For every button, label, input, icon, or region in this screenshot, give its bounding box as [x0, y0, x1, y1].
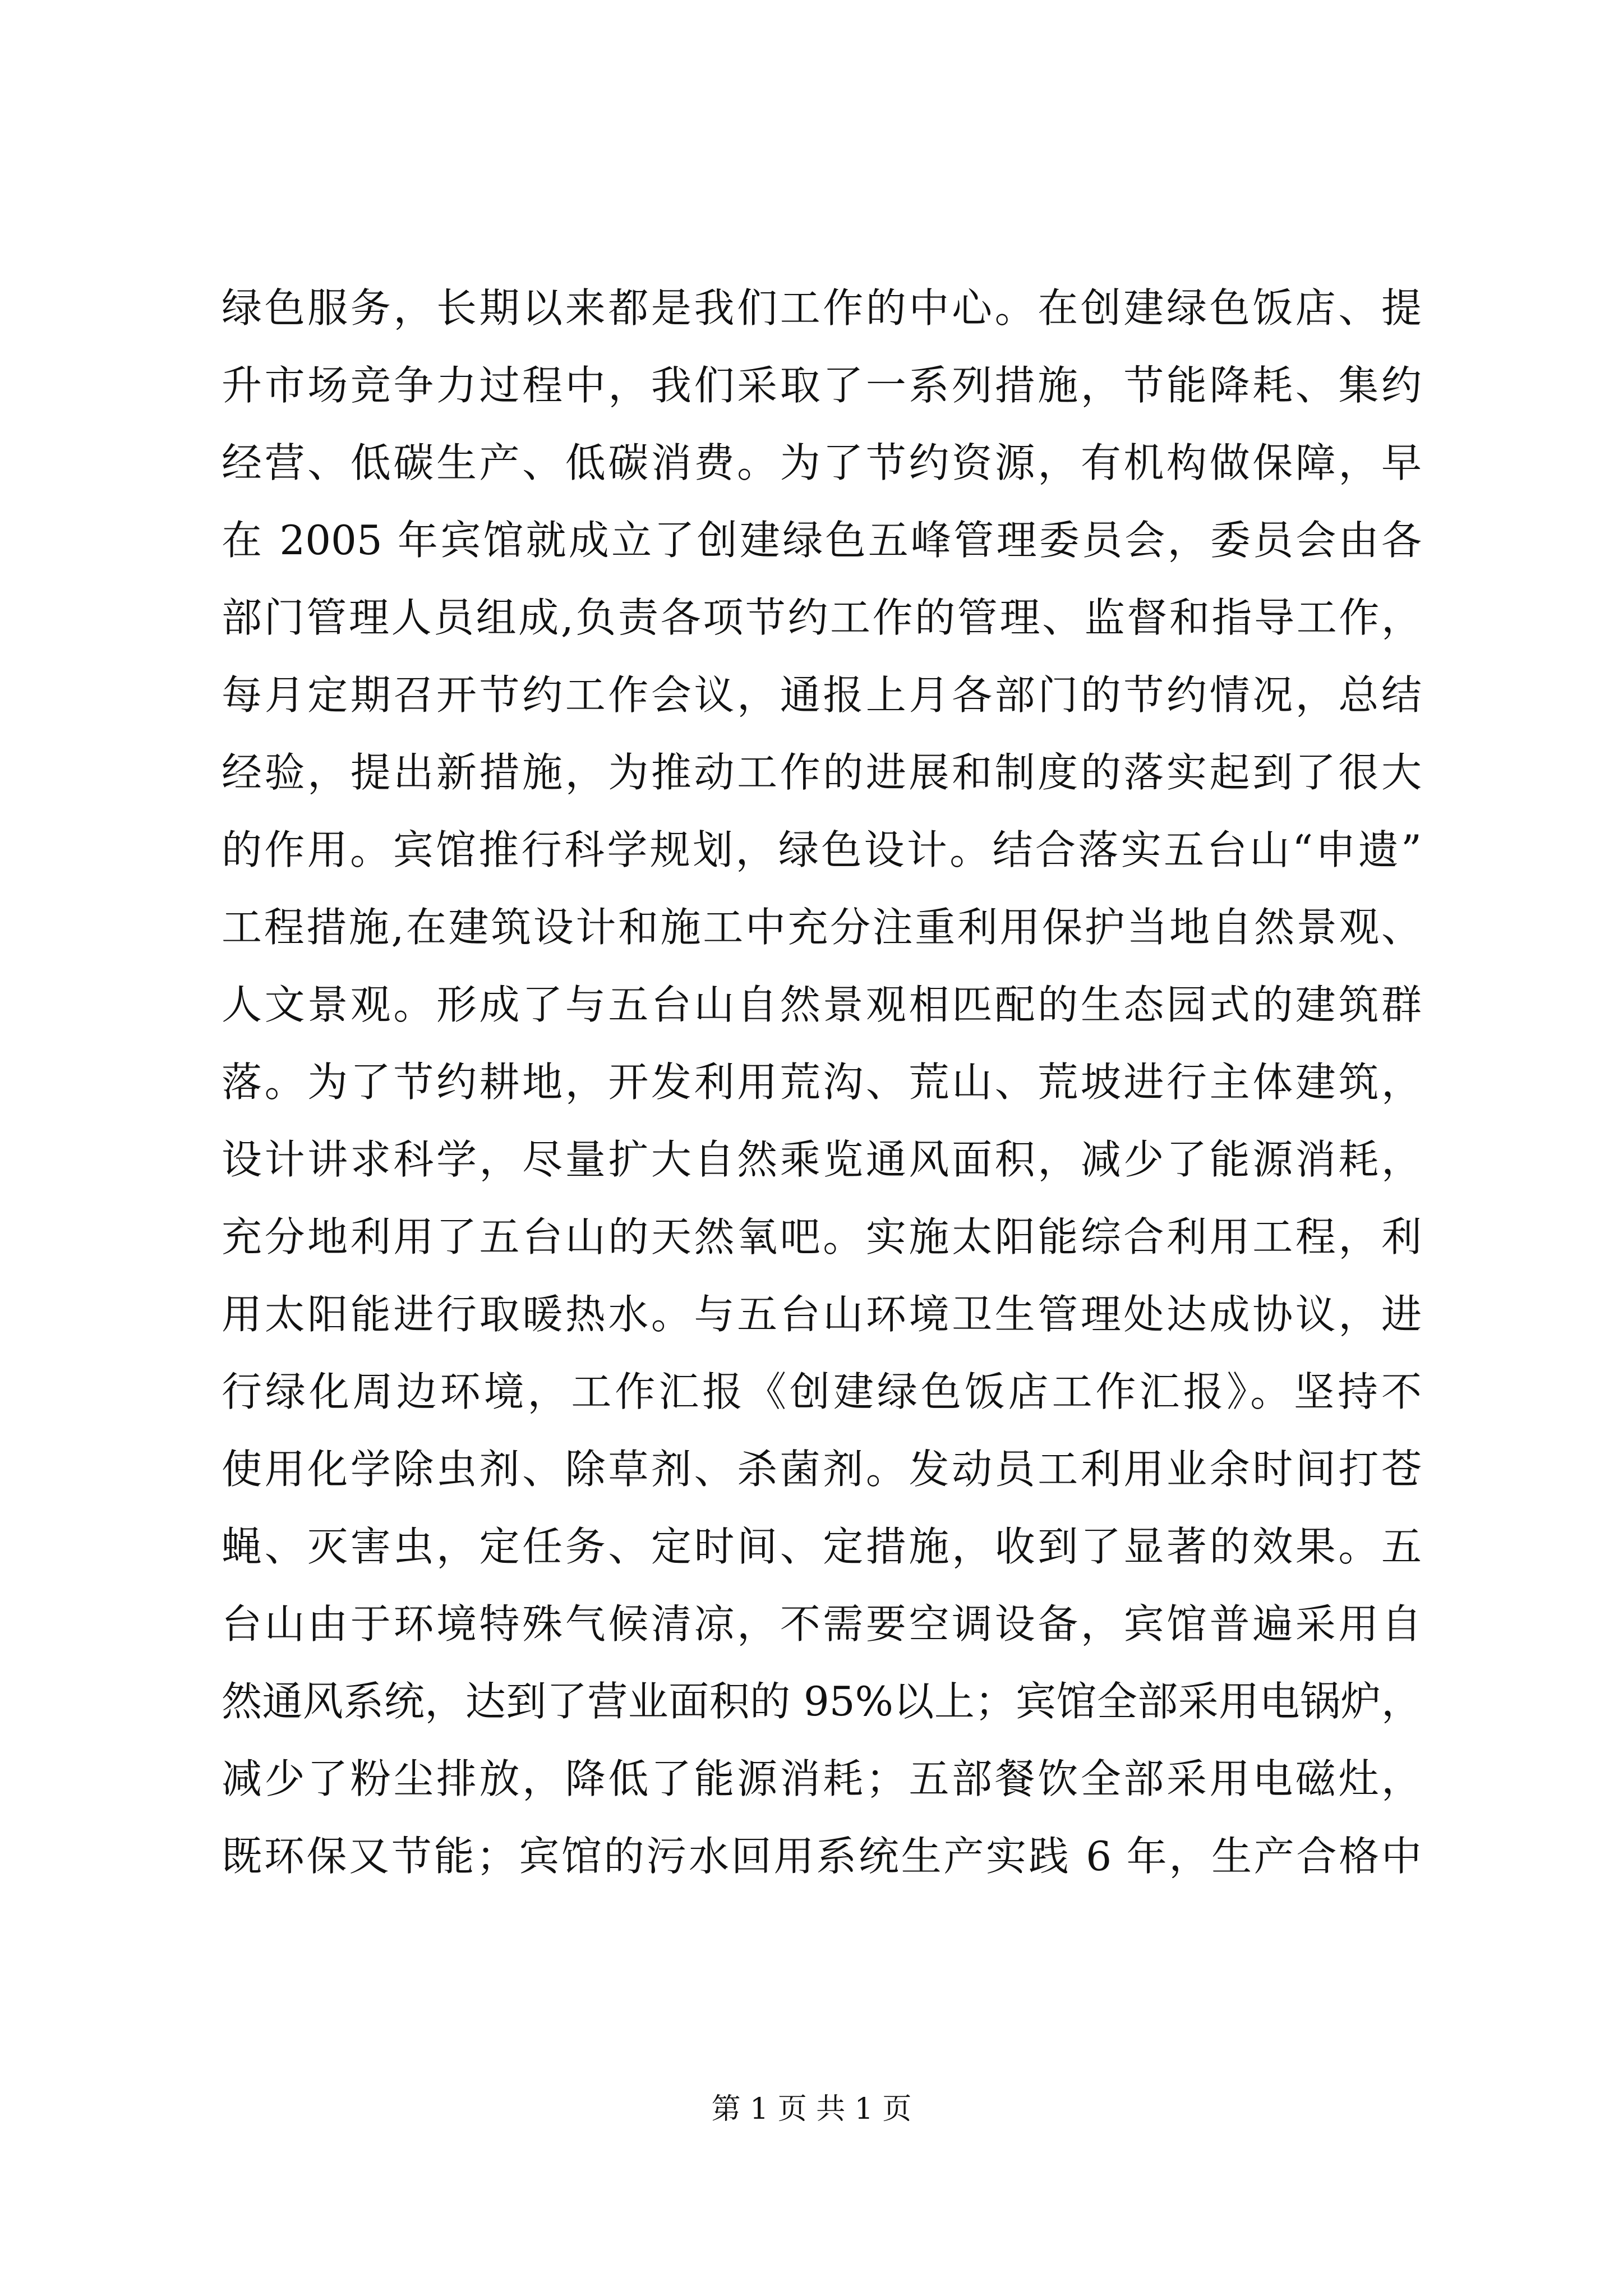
text-line: 充分地利用了五台山的天然氧吧。实施太阳能综合利用工程，利: [222, 1213, 1422, 1260]
text-line: 既环保又节能；宾馆的污水回用系统生产实践 6 年，生产合格中: [222, 1833, 1422, 1880]
text-line: 人文景观。形成了与五台山自然景观相匹配的生态园式的建筑群: [222, 981, 1422, 1028]
text-line: 绿色服务，长期以来都是我们工作的中心。在创建绿色饭店、提: [222, 284, 1422, 332]
text-line: 经营、低碳生产、低碳消费。为了节约资源，有机构做保障，早: [222, 439, 1422, 486]
text-line: 落。为了节约耕地，开发利用荒沟、荒山、荒坡进行主体建筑，: [222, 1059, 1422, 1106]
text-line: 然通风系统，达到了营业面积的 95%以上；宾馆全部采用电锅炉，: [222, 1678, 1422, 1725]
text-line: 在 2005 年宾馆就成立了创建绿色五峰管理委员会，委员会由各: [222, 517, 1422, 564]
text-line: 工程措施,在建筑设计和施工中充分注重利用保护当地自然景观、: [222, 904, 1422, 951]
body-paragraph: [222, 269, 1422, 1895]
text-line: 使用化学除虫剂、除草剂、杀菌剂。发动员工利用业余时间打苍: [222, 1446, 1422, 1493]
text-line: 的作用。宾馆推行科学规划，绿色设计。结合落实五台山“申遗”: [222, 826, 1422, 873]
text-line: 部门管理人员组成,负责各项节约工作的管理、监督和指导工作，: [222, 594, 1422, 641]
text-line: 升市场竞争力过程中，我们采取了一系列措施，节能降耗、集约: [222, 362, 1422, 409]
text-line: 行绿化周边环境，工作汇报《创建绿色饭店工作汇报》。坚持不: [222, 1368, 1422, 1415]
page-number-footer: 第 1 页 共 1 页: [711, 2092, 912, 2126]
text-line: 经验，提出新措施，为推动工作的进展和制度的落实起到了很大: [222, 749, 1422, 796]
text-line: 减少了粉尘排放，降低了能源消耗；五部餐饮全部采用电磁灶，: [222, 1755, 1422, 1802]
text-line: 每月定期召开节约工作会议，通报上月各部门的节约情况，总结: [222, 671, 1422, 719]
text-line: 用太阳能进行取暖热水。与五台山环境卫生管理处达成协议，进: [222, 1291, 1422, 1338]
text-line: 台山由于环境特殊气候清凉，不需要空调设备，宾馆普遍采用自: [222, 1600, 1422, 1648]
text-line: 设计讲求科学，尽量扩大自然乘览通风面积，减少了能源消耗，: [222, 1136, 1422, 1183]
text-line: 蝇、灭害虫，定任务、定时间、定措施，收到了显著的效果。五: [222, 1523, 1422, 1570]
